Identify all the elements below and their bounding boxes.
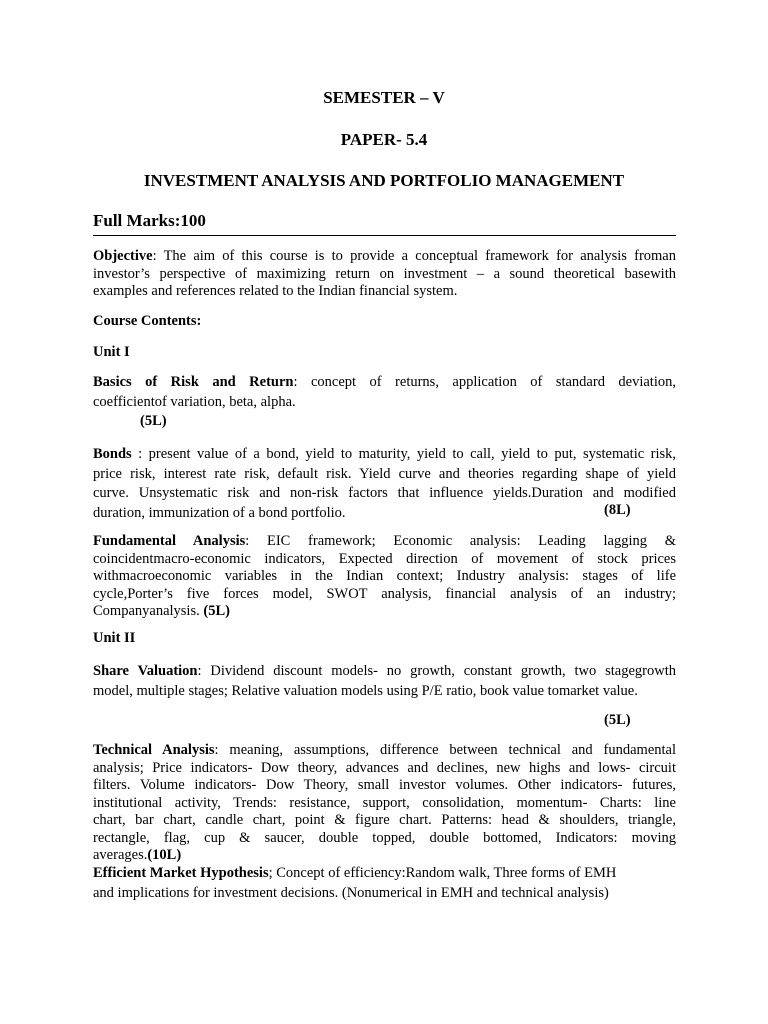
header-divider [93,235,676,236]
bonds-lectures: (8L) [604,502,631,518]
unit-2-heading: Unit II [93,630,136,646]
semester-heading: SEMESTER – V [323,88,445,107]
unit-1-heading: Unit I [93,344,130,360]
objective-paragraph: Objective: The aim of this course is to provide a conceptual framework for analysis froman investor’s perspective of maximizing return on investment – a sound theoretical basewith examples and references related to the Indian financial system. [93,248,676,299]
technical-lectures: (10L) [147,847,182,863]
fundamental-paragraph: Fundamental Analysis: EIC framework; Economic analysis: Leading lagging & coincidentmacro-economic indicators, Expected direction of movement of stock prices withmacroeconomic variables in the Indian context; Industry analysis: stages of life cycle,Porter’s five forces model, SWOT analysis, financial analysis of an industry; Companyanalysis. (5L) [93,533,676,619]
risk-return-lectures: (5L) [140,413,167,429]
share-valuation-paragraph: Share Valuation: Dividend discount models- no growth, constant growth, two stagegrowth model, multiple stages; Relative valuation models using P/E ratio, book value tomarket value. [93,663,676,699]
emh-paragraph: Efficient Market Hypothesis; Concept of efficiency:Random walk, Three forms of EMH and implications for investment decisions. (Nonumerical in EMH and technical analysis) [93,865,617,901]
fundamental-lectures: (5L) [203,603,230,619]
course-contents-heading: Course Contents: [93,313,202,329]
technical-paragraph: Technical Analysis: meaning, assumptions, difference between technical and fundamental analysis; Price indicators- Dow theory, advances and declines, new highs and lows- circuit filters. Volume indicators- Dow Theory, small investor volumes. Other indicators- futures, institutional activity, Trends: resistance, support, consolidation, momentum- Charts: line chart, bar chart, candle chart, point & figure chart. Patterns: head & shoulders, triangle, rectangle, flag, cup & saucer, double topped, double bottomed, Indicators: moving averages.(10L) [93,742,676,863]
bonds-paragraph: Bonds : present value of a bond, yield to maturity, yield to call, yield to put, systematic risk, price risk, interest rate risk, default risk. Yield curve and theories regarding shape of yield curve. Unsystematic risk and non-risk factors that influence yields.Duration and modified duration, immunization of a bond portfolio. [93,446,676,521]
risk-return-paragraph: Basics of Risk and Return: concept of returns, application of standard deviation, coefficientof variation, beta, alpha. [93,374,676,410]
objective-label: Objective [93,248,153,264]
full-marks: Full Marks:100 [93,211,206,230]
paper-heading: PAPER- 5.4 [340,130,428,149]
share-valuation-lectures: (5L) [604,712,631,728]
course-title: INVESTMENT ANALYSIS AND PORTFOLIO MANAGEMENT [143,171,625,190]
